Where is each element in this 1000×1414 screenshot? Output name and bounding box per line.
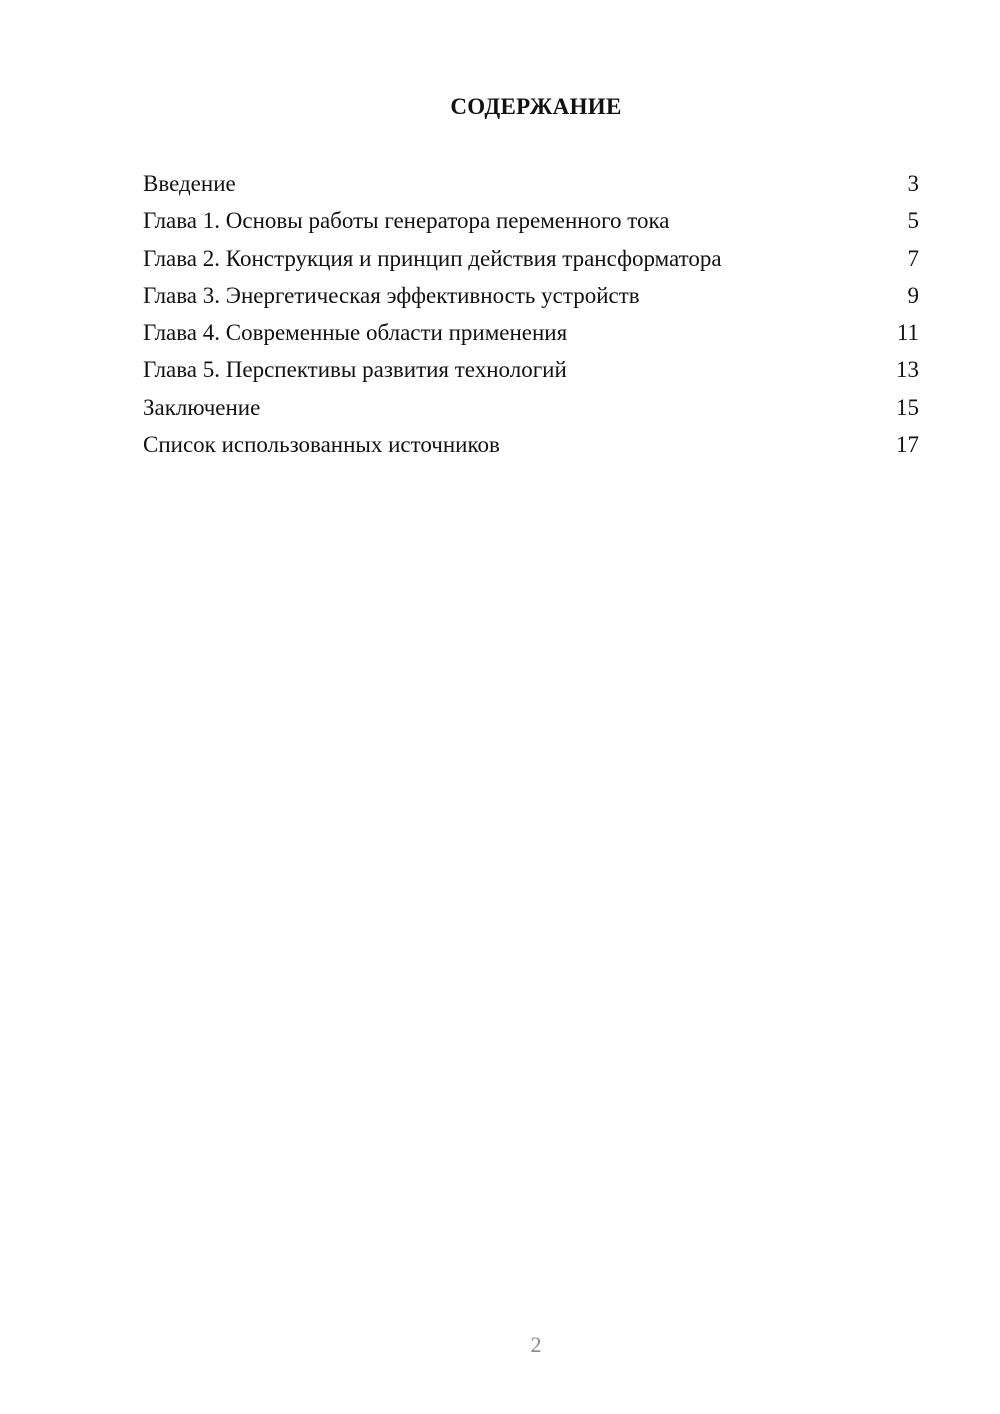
toc-entry-page: 7 [907, 245, 919, 271]
toc-entry-page: 13 [896, 357, 919, 383]
toc-entry-introduction [143, 168, 919, 205]
toc-entry-title: Глава 5. Перспективы развития технологий [143, 357, 567, 383]
toc-entry-chapter-3 [143, 280, 919, 317]
toc-entry-page: 9 [907, 282, 919, 308]
toc-entry-chapter-5 [143, 354, 919, 391]
toc-entry-conclusion [143, 392, 919, 429]
toc-entry-page: 11 [896, 320, 919, 346]
toc-entry-page: 17 [896, 432, 919, 458]
toc-entry-title: Глава 2. Конструкция и принцип действия трансформатора [143, 245, 722, 271]
toc-entry-page: 5 [907, 208, 919, 234]
toc-entry-references [143, 429, 919, 466]
toc-entry-title: Глава 3. Энергетическая эффективность устройств [143, 282, 640, 308]
page-number: 2 [530, 1332, 542, 1357]
table-of-contents [143, 168, 919, 466]
toc-entry-title: Заключение [143, 394, 261, 420]
toc-entry-chapter-2 [143, 243, 919, 280]
toc-entry-chapter-1 [143, 205, 919, 242]
toc-entry-title: Список использованных источников [143, 432, 500, 458]
toc-entry-page: 15 [896, 394, 919, 420]
toc-entry-chapter-4 [143, 317, 919, 354]
toc-entry-title: Глава 4. Современные области применения [143, 320, 568, 346]
toc-heading: СОДЕРЖАНИЕ [450, 94, 622, 119]
toc-entry-title: Введение [143, 171, 236, 196]
toc-entry-title: Глава 1. Основы работы генератора переменного тока [143, 208, 670, 234]
toc-entry-page: 3 [907, 171, 919, 196]
